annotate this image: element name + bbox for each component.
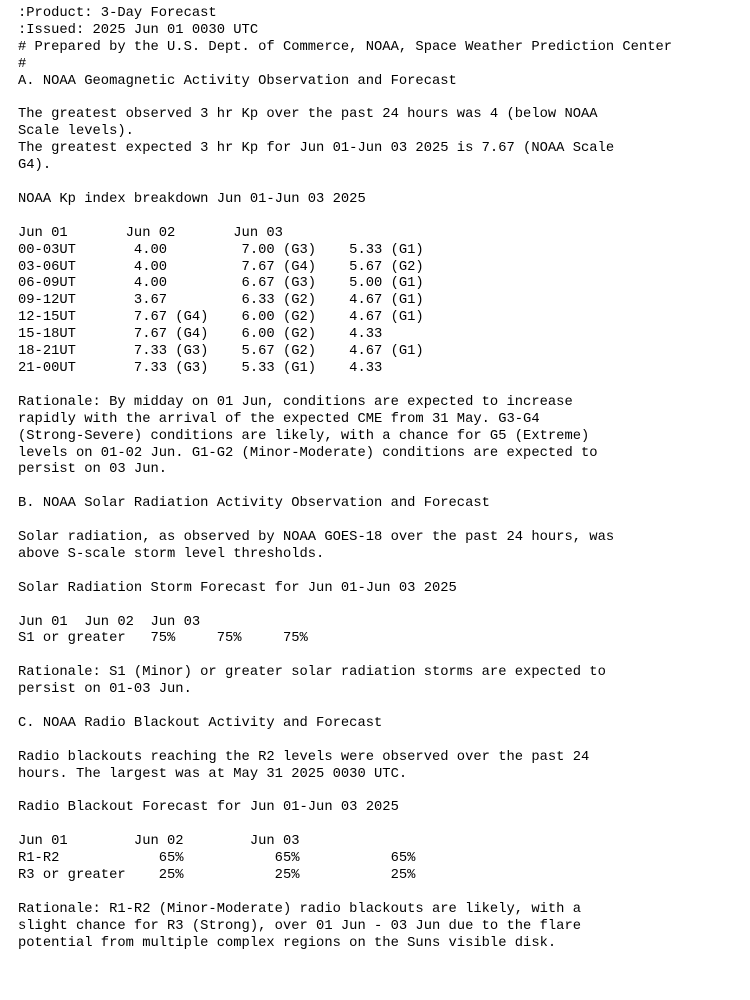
document-line: hours. The largest was at May 31 2025 0030 UTC. <box>18 766 408 782</box>
document-line: The greatest observed 3 hr Kp over the past 24 hours was 4 (below NOAA <box>18 107 598 123</box>
document-line: 12-15UT 7.67 (G4) 6.00 (G2) 4.67 (G1) <box>18 310 424 326</box>
document-line: Jun 01 Jun 02 Jun 03 <box>18 834 300 850</box>
document-line <box>18 733 672 750</box>
document-line <box>18 175 672 192</box>
document-line: 09-12UT 3.67 6.33 (G2) 4.67 (G1) <box>18 293 424 309</box>
document-line: 06-09UT 4.00 6.67 (G3) 5.00 (G1) <box>18 276 424 292</box>
document-line: Rationale: By midday on 01 Jun, conditions are expected to increase <box>18 394 573 410</box>
document-line: # <box>18 56 27 72</box>
document-line: Radio blackouts reaching the R2 levels were observed over the past 24 <box>18 749 590 765</box>
document-line: slight chance for R3 (Strong), over 01 Jun - 03 Jun due to the flare <box>18 918 582 934</box>
document-line <box>18 513 672 530</box>
document-line: Jun 01 Jun 02 Jun 03 <box>18 225 283 241</box>
document-line <box>18 885 672 902</box>
document-line: Jun 01 Jun 02 Jun 03 <box>18 614 201 630</box>
document-line: persist on 03 Jun. <box>18 462 168 478</box>
document-line <box>18 784 672 801</box>
document-line: (Strong-Severe) conditions are likely, with a chance for G5 (Extreme) <box>18 428 590 444</box>
document-line: Solar radiation, as observed by NOAA GOES-18 over the past 24 hours, was <box>18 530 615 545</box>
document-line: :Issued: 2025 Jun 01 0030 UTC <box>18 22 259 38</box>
document-line: Solar Radiation Storm Forecast for Jun 01-Jun 03 2025 <box>18 580 457 596</box>
document-line: Rationale: S1 (Minor) or greater solar radiation storms are expected to <box>18 665 606 681</box>
document-line: levels on 01-02 Jun. G1-G2 (Minor-Moderate) conditions are expected to <box>18 445 598 461</box>
document-line <box>18 479 672 496</box>
document-line: 15-18UT 7.67 (G4) 6.00 (G2) 4.33 <box>18 327 383 343</box>
forecast-document <box>18 6 672 953</box>
document-line: above S-scale storm level thresholds. <box>18 546 325 562</box>
document-line <box>18 817 672 834</box>
document-line <box>18 648 672 665</box>
document-line: R3 or greater 25% 25% 25% <box>18 868 416 884</box>
document-line <box>18 699 672 716</box>
document-line: The greatest expected 3 hr Kp for Jun 01-Jun 03 2025 is 7.67 (NOAA Scale <box>18 141 615 157</box>
document-line: 18-21UT 7.33 (G3) 5.67 (G2) 4.67 (G1) <box>18 344 424 360</box>
document-line: :Product: 3-Day Forecast <box>18 6 217 21</box>
document-line <box>18 598 672 615</box>
document-line: A. NOAA Geomagnetic Activity Observation and Forecast <box>18 73 457 89</box>
document-line <box>18 209 672 226</box>
document-line: persist on 01-03 Jun. <box>18 682 192 698</box>
document-line: S1 or greater 75% 75% 75% <box>18 631 308 647</box>
document-line: rapidly with the arrival of the expected CME from 31 May. G3-G4 <box>18 411 540 427</box>
document-line: Radio Blackout Forecast for Jun 01-Jun 03 2025 <box>18 800 399 816</box>
document-line: C. NOAA Radio Blackout Activity and Forecast <box>18 715 383 731</box>
document-line: potential from multiple complex regions on the Suns visible disk. <box>18 935 557 951</box>
document-line: Scale levels). <box>18 124 134 140</box>
document-line: Rationale: R1-R2 (Minor-Moderate) radio blackouts are likely, with a <box>18 901 582 917</box>
document-line <box>18 564 672 581</box>
document-line <box>18 91 672 108</box>
document-line: B. NOAA Solar Radiation Activity Observation and Forecast <box>18 496 490 512</box>
document-line: 03-06UT 4.00 7.67 (G4) 5.67 (G2) <box>18 259 424 275</box>
document-line: # Prepared by the U.S. Dept. of Commerce, NOAA, Space Weather Prediction Center <box>18 39 673 55</box>
document-line: 21-00UT 7.33 (G3) 5.33 (G1) 4.33 <box>18 360 383 376</box>
document-line <box>18 378 672 395</box>
document-line: 00-03UT 4.00 7.00 (G3) 5.33 (G1) <box>18 242 424 258</box>
document-line: NOAA Kp index breakdown Jun 01-Jun 03 2025 <box>18 191 366 207</box>
document-line: G4). <box>18 158 52 174</box>
document-line: R1-R2 65% 65% 65% <box>18 851 416 867</box>
